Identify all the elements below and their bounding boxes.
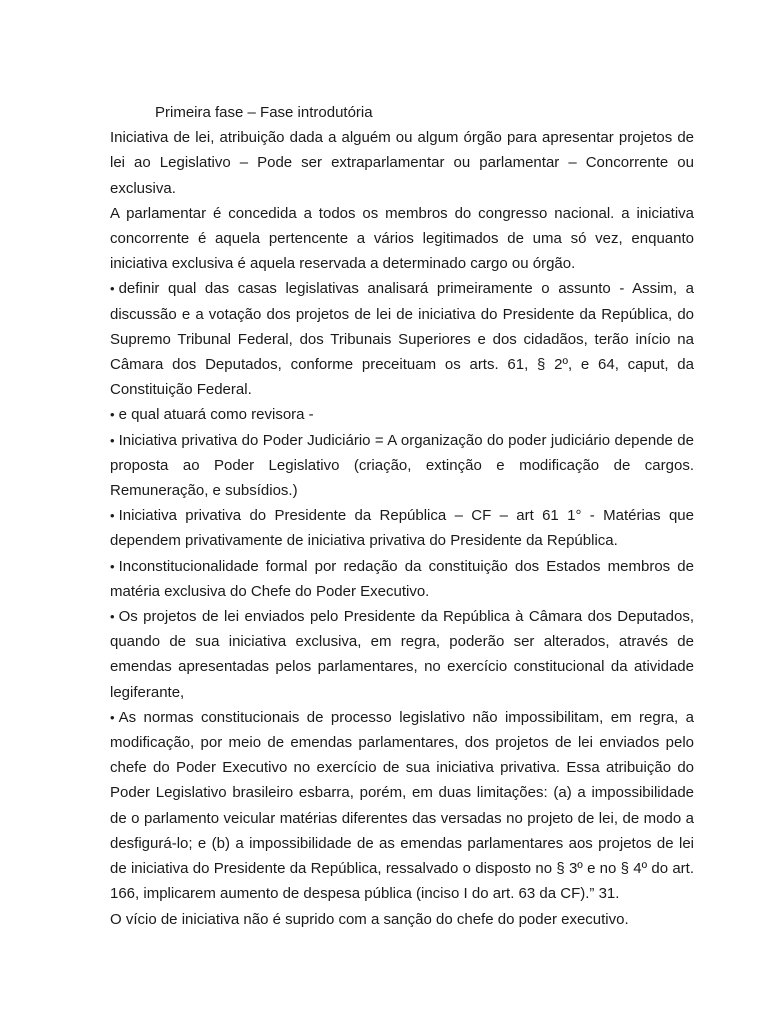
- bullet-icon: •: [110, 609, 115, 625]
- paragraph-text: As normas constitucionais de processo legislativo não impossibilitam, em regra, a modificação, por meio de emendas parlamentares, dos projetos de lei enviados pelo chefe do Poder Executivo no exercício de sua iniciativa privativa. Essa atribuição do Poder Legislativo brasileiro esbarra, porém, em duas limitações: (a) a impossibilidade de o parlamento veicular matérias diferentes das versadas no projeto de lei, de modo a desfigurá-lo; e (b) a impossibilidade de as emendas parlamentares aos projetos de lei de iniciativa do Presidente da República, ressalvado o disposto no § 3º e no § 4º do art. 166, implicarem aumento de despesa pública (inciso I do art. 63 da CF).” 31.: [110, 708, 694, 903]
- paragraph-text: Iniciativa privativa do Presidente da República – CF – art 61 1° - Matérias que dependem privativamente de iniciativa privativa do Presidente da República.: [110, 507, 694, 550]
- paragraph-vicio-iniciativa: [110, 907, 694, 932]
- bullet-projetos-enviados: [110, 604, 694, 705]
- bullet-definir-casa: [110, 276, 694, 402]
- bullet-icon: •: [110, 432, 115, 448]
- paragraph-text: A parlamentar é concedida a todos os membros do congresso nacional. a iniciativa concorrente é aquela pertencente a vários legitimados de uma só vez, enquanto iniciativa exclusiva é aquela reservada a determinado cargo ou órgão.: [110, 204, 694, 273]
- paragraph-parlamentar: [110, 201, 694, 277]
- bullet-icon: •: [110, 558, 115, 574]
- bullet-revisora: [110, 402, 694, 427]
- section-heading: Primeira fase – Fase introdutória: [155, 104, 373, 121]
- bullet-icon: •: [110, 709, 115, 725]
- paragraph-text: Os projetos de lei enviados pelo Presidente da República à Câmara dos Deputados, quando de sua iniciativa exclusiva, em regra, poderão ser alterados, através de emendas apresentadas pelos parlamentares, no exercício constitucional da atividade legiferante,: [110, 608, 694, 701]
- paragraph-text: Inconstitucionalidade formal por redação da constituição dos Estados membros de matéria exclusiva do Chefe do Poder Executivo.: [110, 557, 694, 600]
- bullet-normas-constitucionais: [110, 705, 694, 907]
- paragraph-text: e qual atuará como revisora -: [118, 406, 314, 424]
- bullet-poder-judiciario: [110, 428, 694, 504]
- bullet-icon: •: [110, 407, 115, 423]
- bullet-icon: •: [110, 281, 115, 297]
- paragraph-text: Iniciativa privativa do Poder Judiciário = A organização do poder judiciário depende de proposta ao Poder Legislativo (criação, extinção e modificação de cargos. Remuneração, e subsídios.): [110, 431, 694, 500]
- bullet-icon: •: [110, 508, 115, 524]
- document-page: [110, 100, 694, 932]
- bullet-presidente-republica: [110, 503, 694, 553]
- bullet-inconstitucionalidade: [110, 554, 694, 604]
- paragraph-text: Iniciativa de lei, atribuição dada a alguém ou algum órgão para apresentar projetos de lei ao Legislativo – Pode ser extraparlamentar ou parlamentar – Concorrente ou exclusiva.: [110, 129, 694, 197]
- paragraph-text: definir qual das casas legislativas analisará primeiramente o assunto - Assim, a discussão e a votação dos projetos de lei de iniciativa do Presidente da República, do Supremo Tribunal Federal, dos Tribunais Superiores e dos cidadãos, terão início na Câmara dos Deputados, conforme preceituam os arts. 61, § 2º, e 64, caput, da Constituição Federal.: [110, 280, 694, 399]
- paragraph-text: O vício de iniciativa não é suprido com a sanção do chefe do poder executivo.: [110, 910, 629, 928]
- paragraph-iniciativa-de-lei: [110, 125, 694, 201]
